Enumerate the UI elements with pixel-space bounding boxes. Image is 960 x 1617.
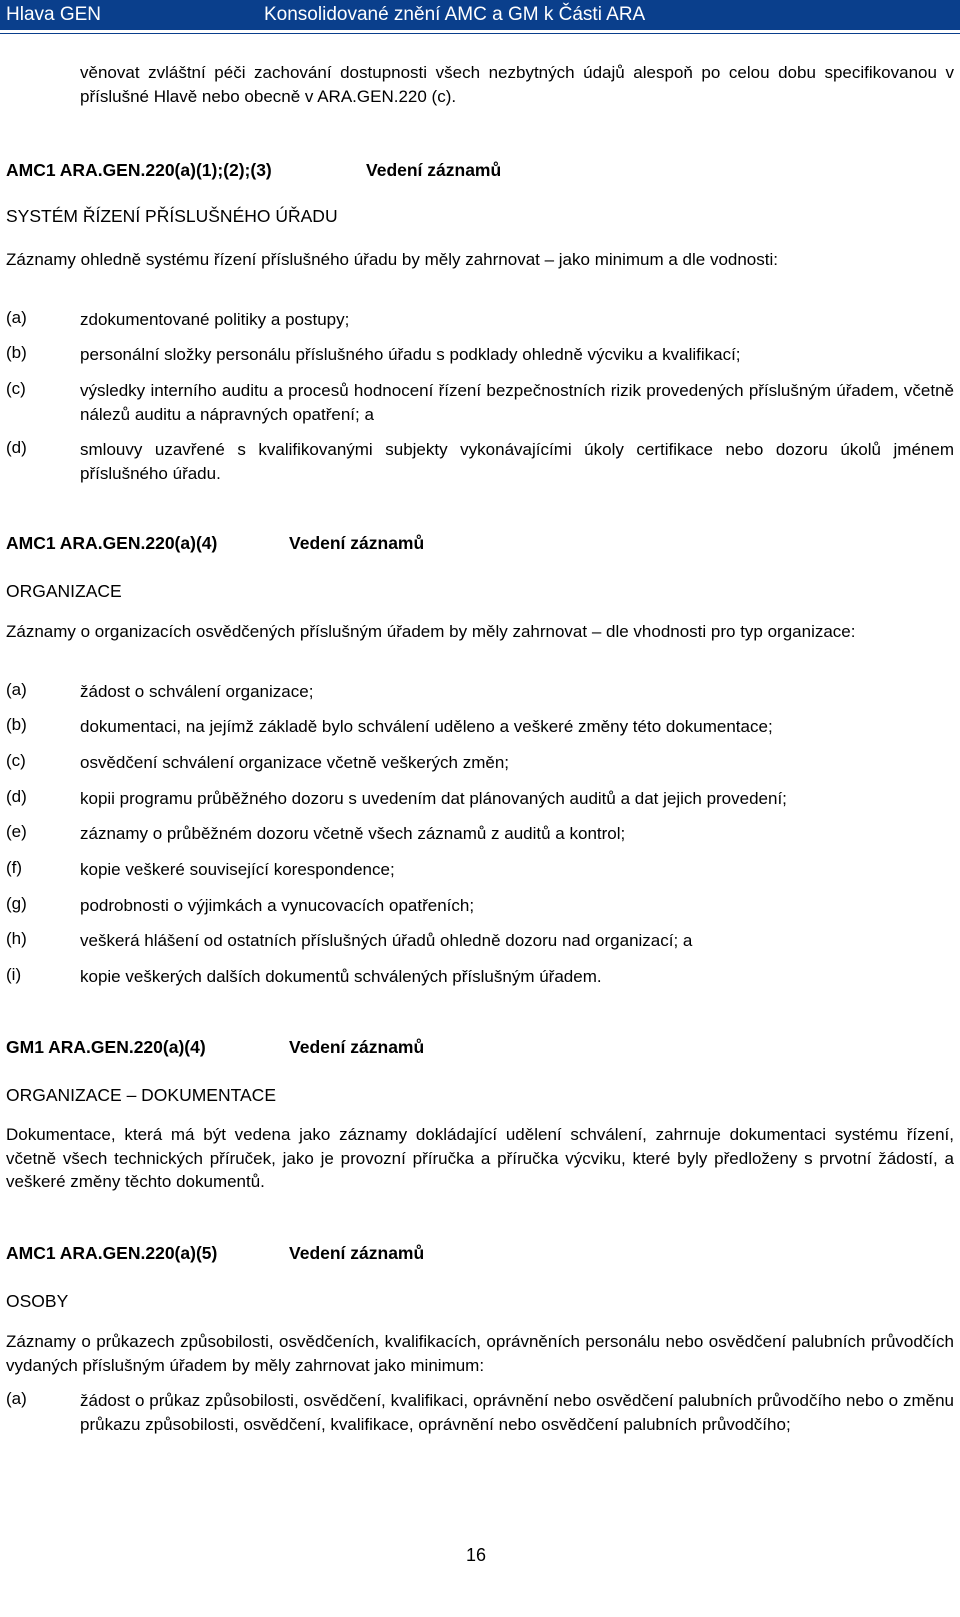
section-1-title: Vedení záznamů [366,160,502,180]
section-1-id: AMC1 ARA.GEN.220(a)(1);(2);(3) [6,160,272,180]
list-item-label: (e) [6,822,27,841]
section-3-title: Vedení záznamů [289,1037,425,1057]
section-3-id: GM1 ARA.GEN.220(a)(4) [6,1037,206,1057]
header-divider [0,33,960,34]
list-item-text: žádost o průkaz způsobilosti, osvědčení, kvalifikaci, oprávnění nebo osvědčení palubních průvodčího nebo o změnu průkazu způsobilosti, osvědčení, kvalifikace, oprávnění nebo osvědčení palubních průvodčího; [80,1391,954,1434]
list-item-text: personální složky personálu příslušného úřadu s podklady ohledně výcviku a kvalifikací; [80,345,741,364]
list-item-label: (g) [6,894,27,913]
list-item-label: (c) [6,751,26,770]
list-item-text: veškerá hlášení od ostatních příslušných úřadů ohledně dozoru nad organizací; a [80,931,693,950]
intro-paragraph: věnovat zvláštní péči zachování dostupnosti všech nezbytných údajů alespoň po celou dobu specifikovanou v příslušné Hlavě nebo obecně v ARA.GEN.220 (c). [80,63,954,106]
list-item-text: kopii programu průběžného dozoru s uvedením dat plánovaných auditů a dat jejich provedení; [80,789,787,808]
section-4-intro: Záznamy o průkazech způsobilosti, osvědčeních, kvalifikacích, oprávněních personálu nebo osvědčení palubních průvodčích vydaných příslušným úřadem by měly zahrnovat jako minimum: [6,1332,954,1375]
list-item-text: osvědčení schválení organizace včetně veškerých změn; [80,753,510,772]
page-header [0,0,960,30]
section-3-subtitle: ORGANIZACE – DOKUMENTACE [6,1085,276,1105]
list-item-label: (d) [6,438,27,457]
section-2-intro: Záznamy o organizacích osvědčených příslušným úřadem by měly zahrnovat – dle vhodnosti pro typ organizace: [6,622,856,641]
section-2-id: AMC1 ARA.GEN.220(a)(4) [6,533,218,553]
list-item-label: (a) [6,308,27,327]
section-2-subtitle: ORGANIZACE [6,581,122,601]
list-item-label: (a) [6,1389,27,1408]
header-chapter: Hlava GEN [6,4,102,25]
list-item-text: dokumentaci, na jejímž základě bylo schválení uděleno a veškeré změny této dokumentace; [80,717,773,736]
list-item-label: (a) [6,680,27,699]
section-4-subtitle: OSOBY [6,1291,69,1311]
list-item-label: (f) [6,858,23,877]
list-item-text: kopie veškerých dalších dokumentů schválených příslušným úřadem. [80,967,602,986]
list-item-text: podrobnosti o výjimkách a vynucovacích opatřeních; [80,896,475,915]
list-item-text: kopie veškeré související korespondence; [80,860,395,879]
section-3-body: Dokumentace, která má být vedena jako záznamy dokládající udělení schválení, zahrnuje dokumentaci systému řízení, včetně všech technických příruček, jako je provozní příručka a příručka výcviku, které byly předloženy s prvotní žádostí, a veškeré změny těchto dokumentů. [6,1125,954,1191]
list-item-label: (b) [6,715,27,734]
section-1-intro: Záznamy ohledně systému řízení příslušného úřadu by měly zahrnovat – jako minimum a dle vodnosti: [6,250,778,269]
list-item-label: (d) [6,787,27,806]
list-item-label: (b) [6,343,27,362]
section-4-id: AMC1 ARA.GEN.220(a)(5) [6,1243,218,1263]
list-item-text: žádost o schválení organizace; [80,682,314,701]
list-item-text: záznamy o průběžném dozoru včetně všech záznamů z auditů a kontrol; [80,824,626,843]
section-1-subtitle: SYSTÉM ŘÍZENÍ PŘÍSLUŠNÉHO ÚŘADU [6,206,338,226]
section-2-title: Vedení záznamů [289,533,425,553]
list-item-label: (h) [6,929,27,948]
list-item-text: smlouvy uzavřené s kvalifikovanými subjekty vykonávajícími úkoly certifikace nebo dozoru úkolů jménem příslušného úřadu. [80,440,954,483]
list-item-text: zdokumentované politiky a postupy; [80,310,350,329]
list-item-label: (i) [6,965,22,984]
section-4-title: Vedení záznamů [289,1243,425,1263]
list-item-text: výsledky interního auditu a procesů hodnocení řízení bezpečnostních rizik provedených příslušným úřadem, včetně nálezů auditu a nápravných opatření; a [80,381,954,424]
header-document-title: Konsolidované znění AMC a GM k Části ARA [264,4,646,25]
list-item-label: (c) [6,379,26,398]
page-number: 16 [466,1545,487,1565]
